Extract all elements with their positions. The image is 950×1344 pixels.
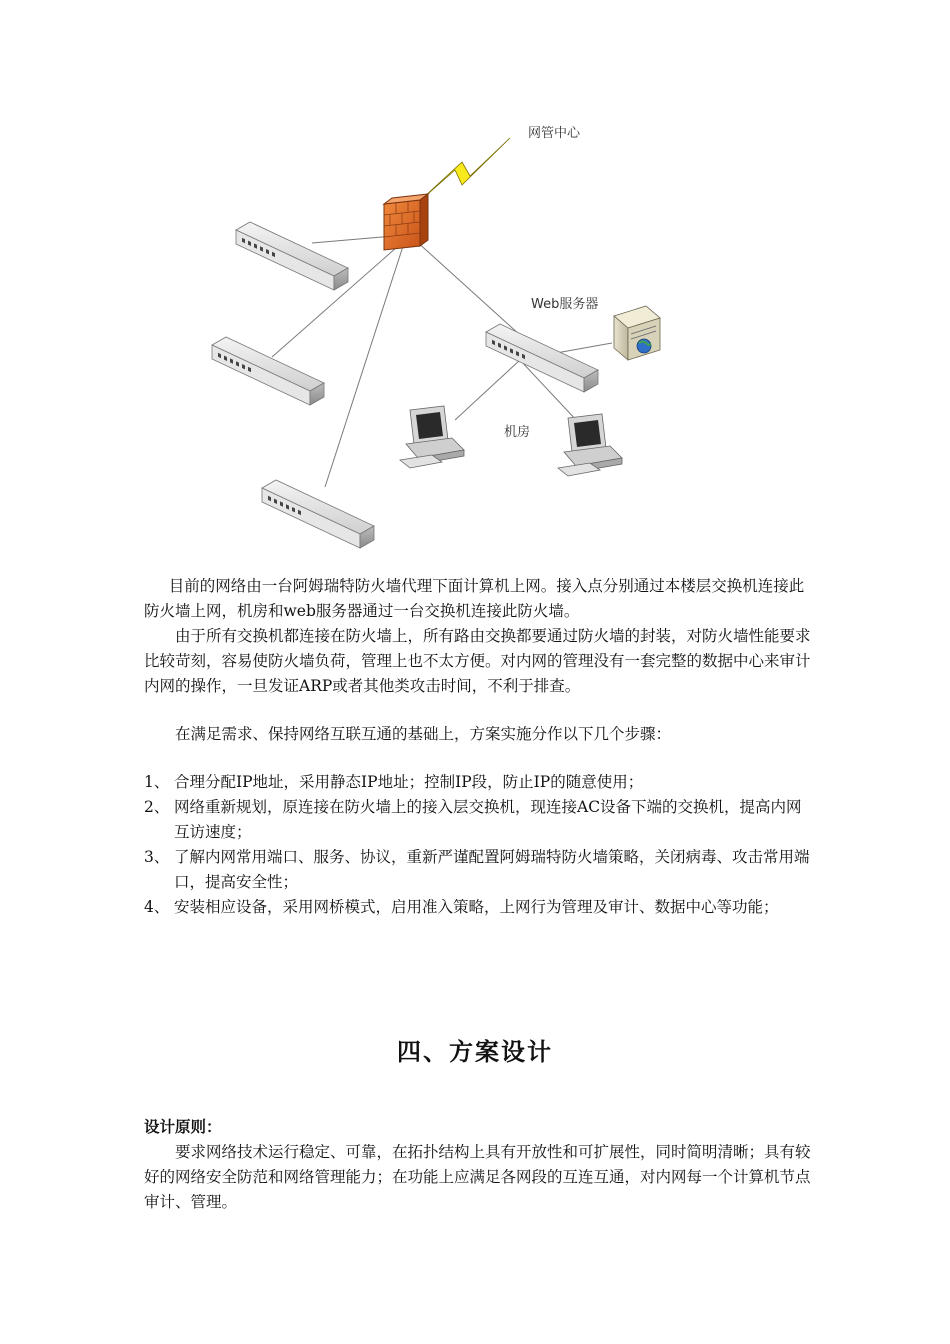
paragraph-current-network: 目前的网络由一台阿姆瑞特防火墙代理下面计算机上网。接入点分别通过本楼层交换机连接此防火墙上网，机房和web服务器通过一台交换机连接此防火墙。 <box>144 577 805 620</box>
paragraph-design-principle: 要求网络技术运行稳定、可靠，在拓扑结构上具有开放性和可扩展性，同时简明清晰；具有较好的网络安全防范和网络管理能力；在功能上应满足各网段的互连互通，对内网每一个计算机节点审计、管理。 <box>144 1143 811 1211</box>
list-item <box>144 795 816 845</box>
list-item-text: 合理分配IP地址，采用静态IP地址；控制IP段，防止IP的随意使用； <box>174 773 644 791</box>
list-item-text: 网络重新规划，原连接在防火墙上的接入层交换机，现连接AC设备下端的交换机，提高内网互访速度； <box>174 798 802 841</box>
computer-icon <box>400 406 464 468</box>
paragraph-problems: 由于所有交换机都连接在防火墙上，所有路由交换都要通过防火墙的封装，对防火墙性能要求比较苛刻，容易使防火墙负荷，管理上也不太方便。对内网的管理没有一套完整的数据中心来审计内网的操作，一旦发证ARP或者其他类攻击时间，不利于排查。 <box>144 627 811 695</box>
list-item-number: 4、 <box>144 898 170 916</box>
switch-icon <box>262 480 374 548</box>
list-item <box>144 770 816 795</box>
web-server-icon <box>614 306 660 360</box>
switch-icon <box>236 222 348 290</box>
list-item <box>144 845 816 895</box>
network-topology-diagram <box>0 0 950 560</box>
design-principle-block <box>144 1140 814 1215</box>
list-item-number: 1、 <box>144 773 170 791</box>
list-item <box>144 895 816 920</box>
design-principle-label: 设计原则： <box>144 1117 222 1136</box>
list-item-number: 2、 <box>144 798 170 816</box>
switch-icon <box>212 337 324 405</box>
list-item-text: 安装相应设备，采用网桥模式，启用准入策略，上网行为管理及审计、数据中心等功能； <box>174 898 779 916</box>
nms-label: 网管中心 <box>528 126 581 141</box>
description-block <box>144 574 814 699</box>
list-item-text: 了解内网常用端口、服务、协议，重新严谨配置阿姆瑞特防火墙策略，关闭病毒、攻击常用端口，提高安全性； <box>174 848 810 891</box>
core-switch-icon <box>486 324 598 392</box>
steps-list <box>144 770 816 920</box>
paragraph-steps-intro: 在满足需求、保持网络互联互通的基础上，方案实施分作以下几个步骤： <box>175 725 672 743</box>
machine-room-label: 机房 <box>504 425 531 440</box>
section-title: 四、方案设计 <box>397 1037 553 1066</box>
list-item-number: 3、 <box>144 848 170 866</box>
steps-intro-block <box>144 722 814 747</box>
computer-icon <box>558 414 622 476</box>
web-server-label: Web服务器 <box>531 297 599 312</box>
firewall-icon <box>384 194 428 250</box>
